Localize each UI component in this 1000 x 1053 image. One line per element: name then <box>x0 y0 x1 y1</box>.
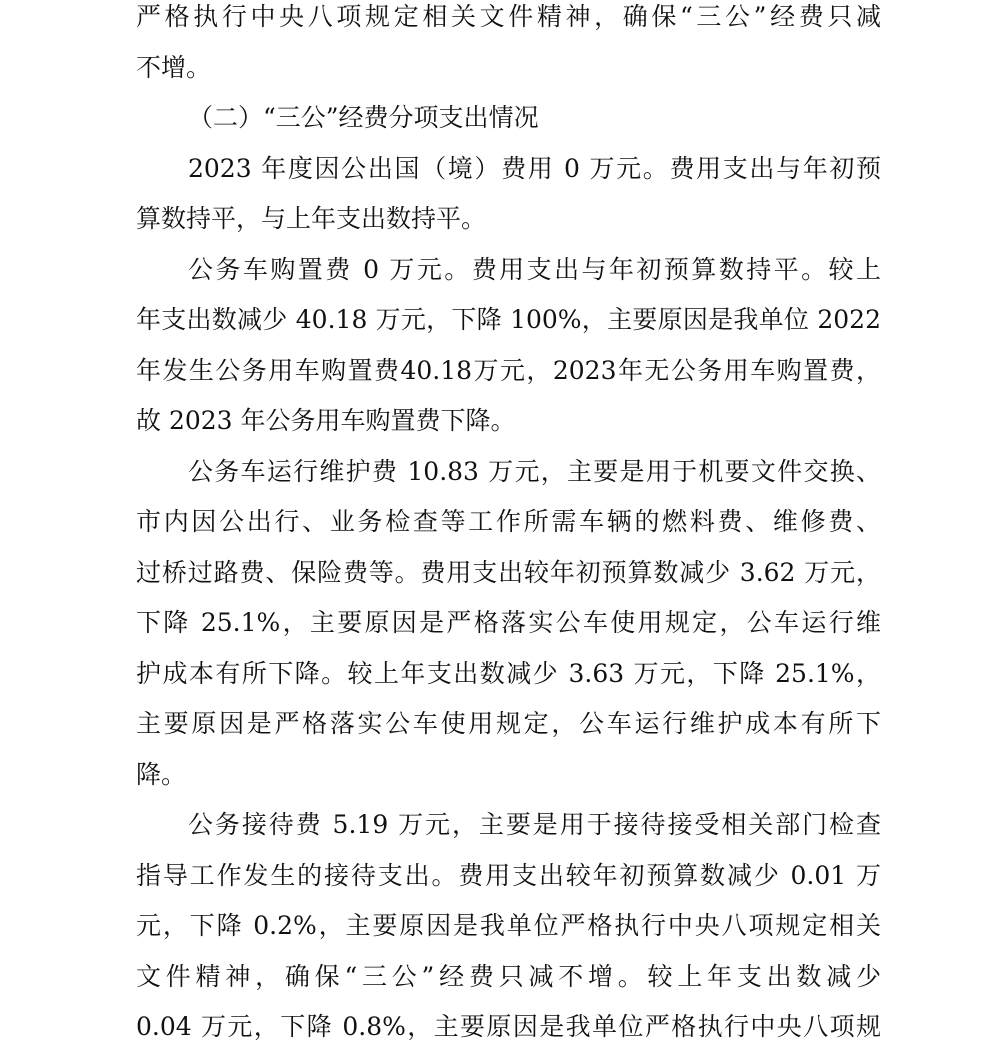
text-line: 过桥过路费、保险费等。费用支出较年初预算数减少 3.62 万元， <box>136 557 881 587</box>
text-line: 年支出数减少 40.18 万元，下降 100%，主要原因是我单位 2022 <box>136 305 881 334</box>
text-line: 公务车购置费 0 万元。费用支出与年初预算数持平。较上 <box>188 254 881 284</box>
text-line: 护成本有所下降。较上年支出数减少 3.63 万元，下降 25.1%， <box>136 658 881 688</box>
text-line: 降。 <box>136 759 187 789</box>
text-line: 文件精神，确保“三公”经费只减不增。较上年支出数减少 <box>136 961 881 991</box>
paragraph-vehicle-maintenance <box>136 447 881 801</box>
text-line: 年发生公务用车购置费40.18万元，2023年无公务用车购置费， <box>136 355 881 385</box>
text-line: 2023 年度因公出国（境）费用 0 万元。费用支出与年初预 <box>188 153 881 183</box>
text-line: 元，下降 0.2%，主要原因是我单位严格执行中央八项规定相关 <box>136 911 881 940</box>
text-line: 下降 25.1%，主要原因是严格落实公车使用规定，公车运行维 <box>136 608 881 637</box>
section-heading: （二）“三公”经费分项支出情况 <box>188 103 539 132</box>
paragraph-vehicle-purchase <box>136 245 881 447</box>
text-line: 严格执行中央八项规定相关文件精神，确保“三公”经费只减 <box>136 2 881 31</box>
text-line: 公务接待费 5.19 万元，主要是用于接待接受相关部门检查 <box>188 810 881 839</box>
intro-paragraph <box>136 0 881 93</box>
text-line: 主要原因是严格落实公车使用规定，公车运行维护成本有所下 <box>136 709 881 738</box>
text-line: 不增。 <box>136 52 212 82</box>
text-line: 指导工作发生的接待支出。费用支出较年初预算数减少 0.01 万 <box>136 860 881 890</box>
text-line: 公务车运行维护费 10.83 万元，主要是用于机要文件交换、 <box>188 456 881 486</box>
text-line: 算数持平，与上年支出数持平。 <box>136 204 487 233</box>
paragraph-official-reception <box>136 800 881 1053</box>
document-page <box>136 0 881 1053</box>
paragraph-overseas-travel <box>136 144 881 245</box>
text-line: 市内因公出行、业务检查等工作所需车辆的燃料费、维修费、 <box>136 507 881 536</box>
text-line: 故 2023 年公务用车购置费下降。 <box>136 406 516 435</box>
text-line: 0.04 万元，下降 0.8%，主要原因是我单位严格执行中央八项规 <box>136 1012 881 1041</box>
